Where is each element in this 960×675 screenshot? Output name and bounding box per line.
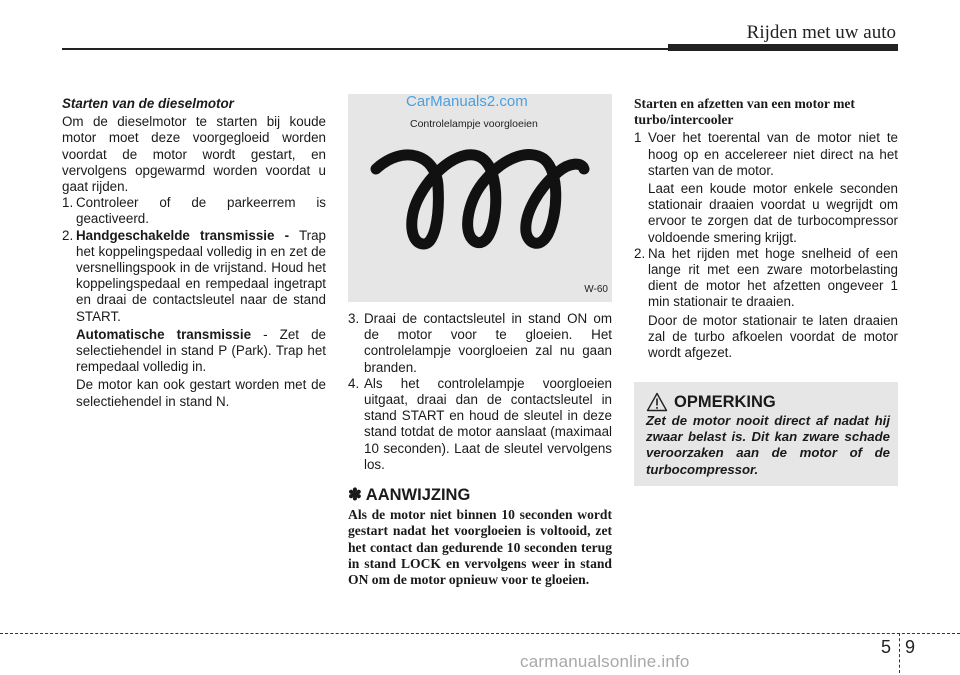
section-heading: Starten van de dieselmotor — [62, 96, 234, 111]
list-text: Na het rijden met hoge snelheid of een lange rit met een zware motorbelasting dient de motor het afzetten ongeveer 1 min stationair te draaien. — [648, 245, 898, 310]
turbo-heading: Starten en afzetten van een motor met turbo/intercooler — [634, 96, 855, 128]
site-watermark: carmanualsonline.info — [520, 652, 690, 671]
figure-watermark: CarManuals2.com — [406, 93, 528, 110]
automatic-text: - Zet de selectiehendel in stand P (Park). Trap het rempedaal volledig in. — [76, 326, 326, 375]
list-text: Voer het toerental van de motor niet te hoog op en accelereer niet direct na het starten van de motor. — [648, 130, 898, 178]
header-rule-accent — [668, 44, 898, 51]
column-middle — [348, 94, 612, 588]
turbo-1-extra: Laat een koude motor enkele seconden stationair draaien voordat u wegrijdt om ervoor te zorgen dat de turbocompressor voldoende smering krijgt. — [648, 181, 898, 245]
list-text: Controleer of de parkeerrem is geactiveerd. — [76, 195, 326, 227]
manual-transmission-label: Handgeschakelde transmissie - — [76, 227, 290, 243]
list-number: 1. — [62, 195, 74, 211]
note-body: Als de motor niet binnen 10 seconden wordt gestart nadat het voorgloeien is voltooid, zet het contact dan gedurende 10 seconden terug in stand LOCK en vervolgens weer in stand ON om de motor opnieuw voor te gloeien. — [348, 507, 612, 588]
list-text: Als het controlelampje voorgloeien uitgaat, draai dan de contactsleutel in stand START en houd de sleutel in deze stand totdat de motor aanslaat (maximaal 10 seconden). Laat de sleutel vervolgens los. — [364, 375, 612, 472]
neutral-start-paragraph: De motor kan ook gestart worden met de selectiehendel in stand N. — [76, 377, 326, 409]
caution-box — [634, 382, 898, 486]
chapter-number: 5 — [881, 637, 892, 657]
list-item-4 — [348, 376, 612, 473]
list-number: 4. — [348, 375, 360, 391]
caution-body: Zet de motor nooit direct af nadat hij zwaar belast is. Dit kan zware schade veroorzaken aan de motor of de turbocompressor. — [646, 413, 890, 477]
list-item-2 — [62, 228, 326, 325]
list-item-turbo-1 — [634, 130, 898, 179]
figure-glow-indicator — [348, 94, 612, 302]
list-number: 1 — [634, 130, 642, 146]
figure-code: W-60 — [584, 283, 608, 295]
header-rule — [62, 48, 668, 50]
list-item-1 — [62, 195, 326, 227]
column-left — [62, 96, 326, 410]
footer-rule — [0, 633, 960, 634]
list-item-turbo-2 — [634, 246, 898, 311]
list-number: 2. — [62, 227, 74, 243]
column-right — [634, 96, 898, 361]
list-number: 3. — [348, 311, 360, 326]
turbo-2-extra: Door de motor stationair te laten draaien zal de turbo afkoelen voordat de motor wordt afgezet. — [648, 312, 898, 361]
footer-divider — [899, 633, 900, 673]
list-text: Draai de contactsleutel in stand ON om de motor voor te gloeien. Het controlelampje voorgloeien zal nu gaan branden. — [364, 311, 612, 375]
page-number: 9 — [905, 637, 916, 657]
intro-paragraph: Om de dieselmotor te starten bij koude motor moet deze voorgegloeid worden voordat de motor wordt gestart, en vervolgens opgewarmd worden voordat u gaat rijden. — [62, 114, 326, 195]
caution-title: OPMERKING — [674, 393, 776, 411]
warning-triangle-icon — [646, 392, 668, 412]
list-number: 2. — [634, 245, 646, 261]
automatic-paragraph — [62, 327, 326, 376]
list-text: Trap het koppelingspedaal volledig in en zet de versnellingspook in de vrijstand. Houd het koppelingspedaal en rempedaal ingetrapt en draai de contactsleutel naar de stand START. — [76, 227, 327, 324]
note-title: ✽ AANWIJZING — [348, 486, 471, 505]
automatic-transmission-label: Automatische transmissie — [76, 326, 252, 342]
header-title: Rijden met uw auto — [746, 22, 896, 43]
figure-caption: Controlelampje voorgloeien — [410, 118, 538, 130]
list-item-3 — [348, 311, 612, 376]
